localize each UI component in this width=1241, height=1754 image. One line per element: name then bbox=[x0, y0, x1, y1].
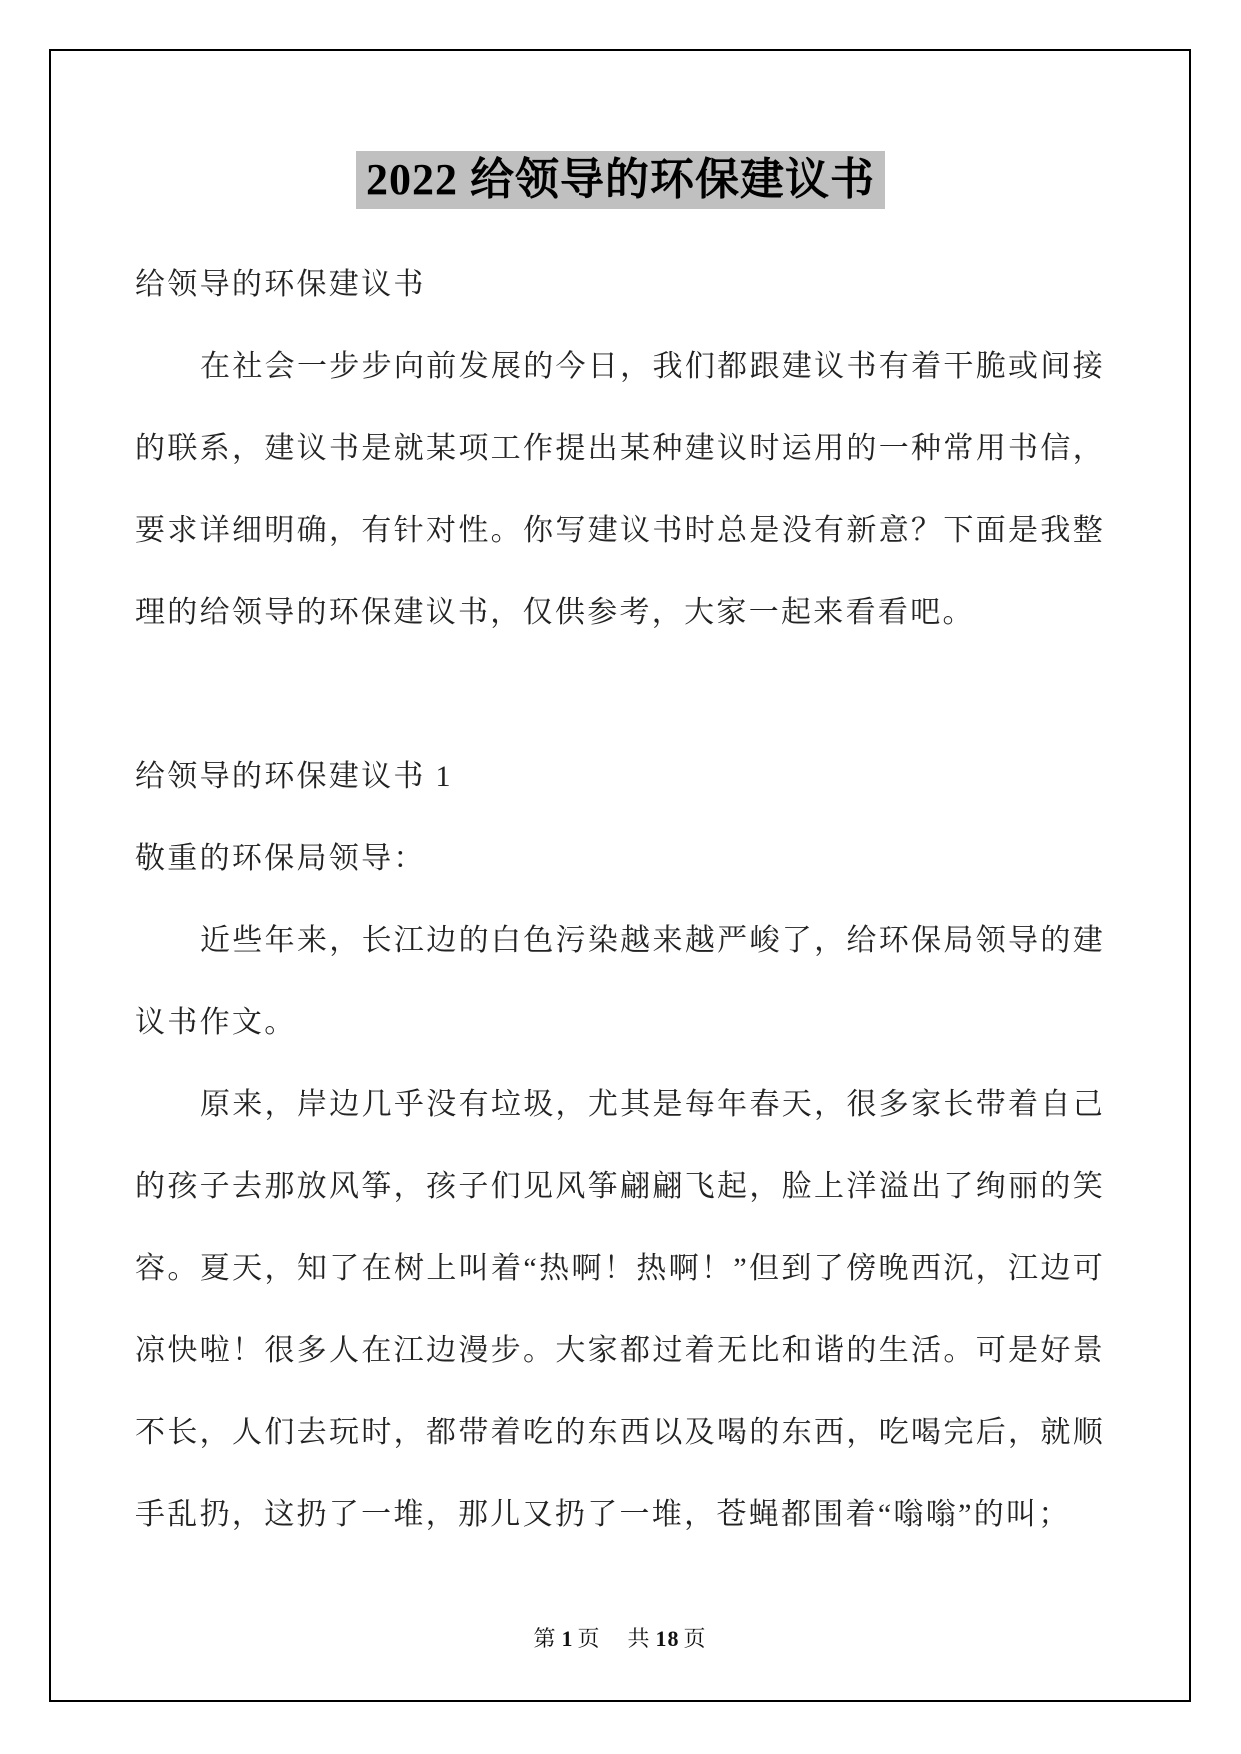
title-row bbox=[0, 151, 1241, 209]
total-pages-suffix: 页 bbox=[683, 1626, 708, 1651]
page-number-prefix: 第 bbox=[533, 1626, 558, 1651]
page-title: 2022 给领导的环保建议书 bbox=[356, 151, 885, 209]
paragraph-intro: 在社会一步步向前发展的今日，我们都跟建议书有着干脆或间接的联系，建议书是就某项工作提出某种建议时运用的一种常用书信，要求详细明确，有针对性。你写建议书时总是没有新意？下面是我整理的给领导的环保建议书，仅供参考，大家一起来看看吧。 bbox=[135, 350, 1105, 629]
document-body bbox=[135, 244, 1105, 1556]
total-pages-number: 18 bbox=[655, 1626, 680, 1651]
total-pages-prefix: 共 bbox=[627, 1626, 652, 1651]
page-footer bbox=[0, 1624, 1241, 1654]
page-number-suffix: 页 bbox=[577, 1626, 602, 1651]
current-page-number: 1 bbox=[561, 1626, 574, 1651]
paragraph-section-heading: 给领导的环保建议书 1 bbox=[135, 760, 453, 793]
paragraph-heading: 给领导的环保建议书 bbox=[135, 268, 426, 301]
paragraph-salutation: 敬重的环保局领导： bbox=[135, 842, 426, 875]
paragraph-body: 原来，岸边几乎没有垃圾，尤其是每年春天，很多家长带着自己的孩子去那放风筝，孩子们见风筝翩翩飞起，脸上洋溢出了绚丽的笑容。夏天，知了在树上叫着“热啊！热啊！”但到了傍晚西沉，江边可凉快啦！很多人在江边漫步。大家都过着无比和谐的生活。可是好景不长，人们去玩时，都带着吃的东西以及喝的东西，吃喝完后，就顺手乱扔，这扔了一堆，那儿又扔了一堆，苍蝇都围着“嗡嗡”的叫； bbox=[135, 1088, 1105, 1531]
paragraph-body: 近些年来，长江边的白色污染越来越严峻了，给环保局领导的建议书作文。 bbox=[135, 924, 1105, 1039]
